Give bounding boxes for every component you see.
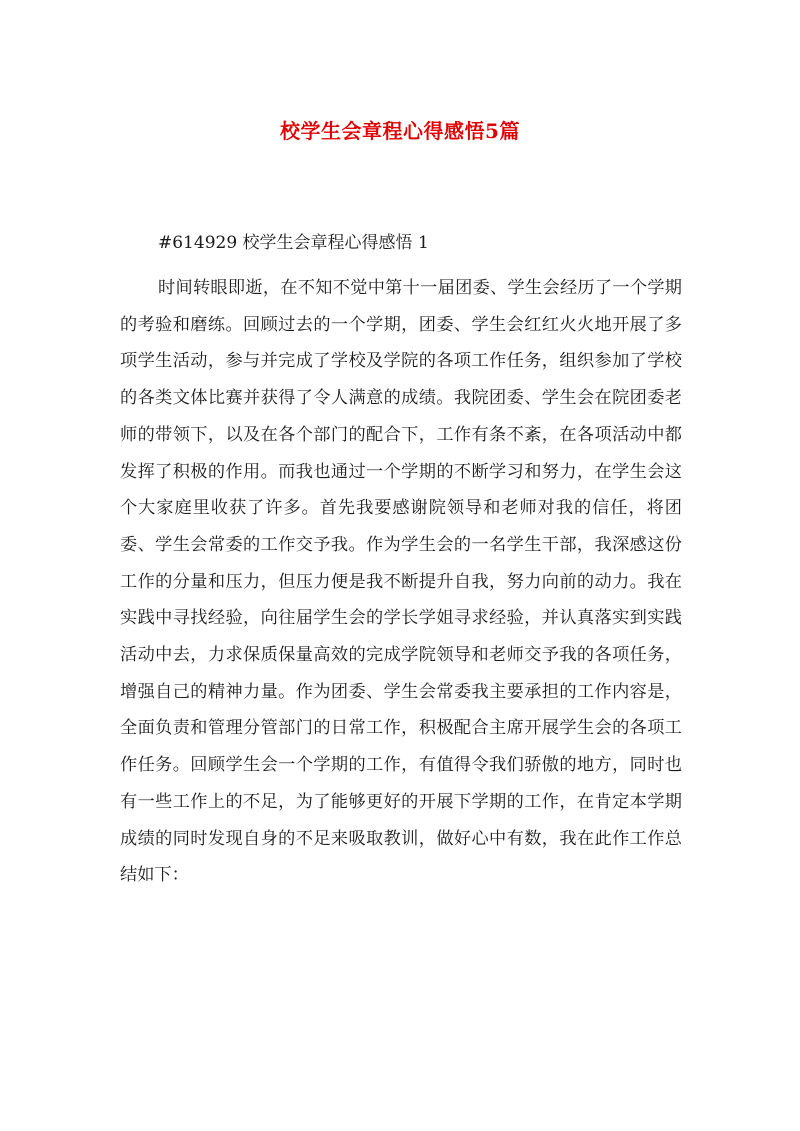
section-heading: #614929 校学生会章程心得感悟 1 — [158, 233, 429, 253]
document-title: 校学生会章程心得感悟5篇 — [280, 119, 520, 144]
body-paragraph: 时间转眼即逝，在不知不觉中第十一届团委、学生会经历了一个学期的考验和磨练。回顾过去的一个学期，团委、学生会红红火火地开展了多项学生活动，参与并完成了学校及学院的各项工作任务，组织参加了学校的各类文体比赛并获得了令人满意的成绩。我院团委、学生会在院团委老师的带领下，以及在各个部门的配合下，工作有条不紊，在各项活动中都发挥了积极的作用。而我也通过一个学期的不断学习和努力，在学生会这个大家庭里收获了许多。首先我要感谢院领导和老师对我的信任，将团委、学生会常委的工作交予我。作为学生会的一名学生干部，我深感这份工作的分量和压力，但压力便是我不断提升自我，努力向前的动力。我在实践中寻找经验，向往届学生会的学长学姐寻求经验，并认真落实到实践活动中去，力求保质保量高效的完成学院领导和老师交予我的各项任务，增强自己的精神力量。作为团委、学生会常委我主要承担的工作内容是，全面负责和管理分管部门的日常工作，积极配合主席开展学生会的各项工作任务。回顾学生会一个学期的工作，有值得令我们骄傲的地方，同时也有一些工作上的不足，为了能够更好的开展下学期的工作，在肯定本学期成绩的同时发现自身的不足来吸取教训，做好心中有数，我在此作工作总结如下： — [120, 278, 682, 886]
